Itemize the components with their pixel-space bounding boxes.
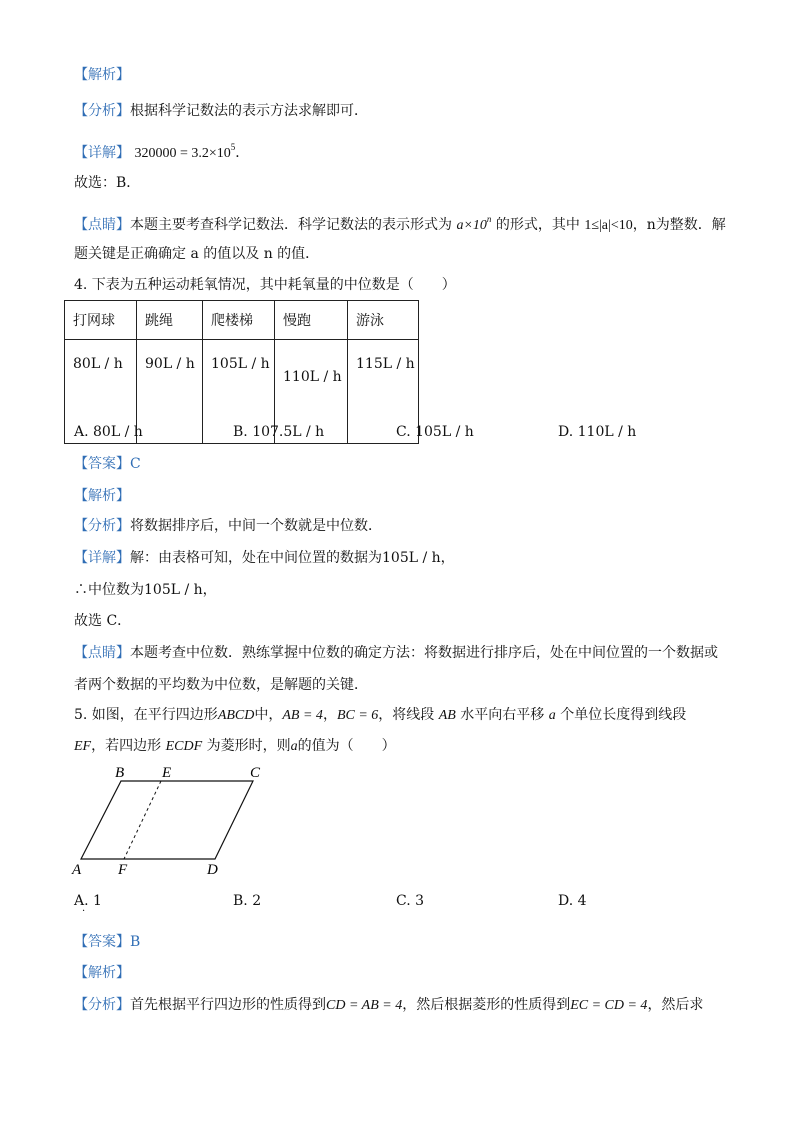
q5-ab: AB bbox=[438, 708, 456, 723]
label-b: B bbox=[115, 765, 125, 781]
q4-xiangjie-label: 【详解】 bbox=[74, 550, 130, 566]
q5-abcd: ABCD bbox=[217, 708, 255, 723]
q4-comment-line-2: 者两个数据的平均数为中位数，是解题的关键． bbox=[74, 677, 368, 693]
q4-comment-line-1 bbox=[74, 644, 718, 662]
q4-option-a[interactable]: A. 80L / h bbox=[74, 424, 143, 440]
comment-line-2: 题关键是正确确定 a 的值以及 n 的值． bbox=[74, 246, 320, 262]
table-header-cell: 游泳 bbox=[348, 301, 419, 340]
label-e: E bbox=[162, 765, 172, 781]
q4-option-c[interactable]: C. 105L / h bbox=[396, 424, 474, 440]
parallelogram-figure bbox=[60, 760, 280, 880]
q5-fenxi-a: 首先根据平行四边形的性质得到 bbox=[130, 997, 326, 1013]
q5-comma: ， bbox=[322, 707, 337, 723]
label-d: D bbox=[207, 862, 218, 878]
sci-notation-end: ． bbox=[235, 145, 250, 161]
stray-dot: · bbox=[82, 906, 86, 917]
q5-stem-line-2 bbox=[74, 737, 396, 756]
fenxi-text: 根据科学记数法的表示方法求解即可． bbox=[130, 103, 368, 119]
q4-dianjing-text: 本题考查中位数．熟练掌握中位数的确定方法：将数据进行排序后，处在中间位置的一个数据或 bbox=[130, 645, 718, 661]
q5-stem-c: ，将线段 bbox=[378, 707, 435, 723]
q5-analysis-line bbox=[74, 996, 703, 1015]
analysis-line-1 bbox=[74, 102, 368, 120]
dianjing-text-b: 的形式，其中 bbox=[495, 217, 580, 233]
q5-stem-h: 的值为（ ） bbox=[297, 738, 396, 754]
q5-stem-b: 中， bbox=[254, 707, 283, 723]
detail-line-1 bbox=[74, 138, 249, 163]
label-f: F bbox=[118, 862, 128, 878]
q4-dianjing-label: 【点睛】 bbox=[74, 645, 130, 661]
table-header-cell: 打网球 bbox=[65, 301, 137, 340]
q4-stem: 4. 下表为五种运动耗氧情况，其中耗氧量的中位数是（ ） bbox=[74, 277, 456, 293]
q5-stem-f: ，若四边形 bbox=[91, 738, 162, 754]
sci-notation-expr: 320000 = 3.2×10 bbox=[134, 146, 231, 161]
analysis-heading-1: 【解析】 bbox=[74, 67, 130, 83]
q5-a2: a bbox=[290, 739, 298, 754]
q5-stem-a: 5. 如图，在平行四边形 bbox=[74, 707, 218, 723]
fenxi-label: 【分析】 bbox=[74, 103, 130, 119]
q5-answer: 【答案】B bbox=[74, 934, 141, 950]
q4-answer: 【答案】C bbox=[74, 456, 141, 472]
table-header-cell: 跳绳 bbox=[137, 301, 203, 340]
q5-stem-g: 为菱形时，则 bbox=[206, 738, 291, 754]
choice-line-1: 故选：B． bbox=[74, 175, 141, 191]
dianjing-text-a: 本题主要考查科学记数法．科学记数法的表示形式为 bbox=[130, 217, 452, 233]
table-cell: 90L / h bbox=[137, 340, 203, 444]
q4-fenxi-text: 将数据排序后，中间一个数就是中位数． bbox=[130, 518, 382, 534]
table-cell: 110L / h bbox=[275, 340, 348, 444]
table-header-row bbox=[65, 301, 419, 340]
q4-xiangjie-text: 解：由表格可知，处在中间位置的数据为105L / h， bbox=[130, 550, 455, 566]
q4-therefore-line: ∴中位数为105L / h， bbox=[74, 582, 217, 598]
dianjing-form-exp: n bbox=[486, 214, 492, 224]
q4-option-d[interactable]: D. 110L / h bbox=[558, 424, 637, 440]
q4-choice-line: 故选 C． bbox=[74, 613, 132, 629]
q5-a: a bbox=[548, 708, 556, 723]
q5-ecdf: ECDF bbox=[165, 739, 203, 754]
dianjing-label: 【点睛】 bbox=[74, 217, 130, 233]
table-cell: 115L / h bbox=[348, 340, 419, 444]
q4-fenxi-label: 【分析】 bbox=[74, 518, 130, 534]
table-header-cell: 慢跑 bbox=[275, 301, 348, 340]
q5-option-c[interactable]: C. 3 bbox=[396, 893, 425, 909]
table-cell: 105L / h bbox=[203, 340, 275, 444]
parallelogram-abcd bbox=[81, 781, 253, 859]
xiangjie-label: 【详解】 bbox=[74, 145, 130, 161]
q5-fenxi-b: ，然后根据菱形的性质得到 bbox=[402, 997, 571, 1013]
dianjing-range: 1≤|a|<10 bbox=[584, 218, 633, 233]
q5-stem-e: 个单位长度得到线段 bbox=[560, 707, 687, 723]
table-cell: 80L / h bbox=[65, 340, 137, 444]
label-a: A bbox=[72, 862, 82, 878]
dianjing-text-c: ，n为整数．解 bbox=[632, 217, 726, 233]
q5-ab4: AB = 4 bbox=[282, 708, 323, 723]
q5-option-d[interactable]: D. 4 bbox=[558, 893, 587, 909]
q5-fenxi-label: 【分析】 bbox=[74, 997, 130, 1013]
q5-option-b[interactable]: B. 2 bbox=[233, 893, 262, 909]
q4-analysis-line bbox=[74, 517, 382, 535]
q5-fenxi-c: ，然后求 bbox=[647, 997, 704, 1013]
q4-detail-line bbox=[74, 549, 455, 567]
sci-notation-exp: 5 bbox=[230, 142, 236, 152]
q5-bc6: BC = 6 bbox=[336, 708, 379, 723]
comment-line-1 bbox=[74, 210, 726, 235]
q4-analysis-heading: 【解析】 bbox=[74, 488, 130, 504]
q4-option-b[interactable]: B. 107.5L / h bbox=[233, 424, 325, 440]
table-header-cell: 爬楼梯 bbox=[203, 301, 275, 340]
label-c: C bbox=[250, 765, 261, 781]
q5-cdab: CD = AB = 4 bbox=[326, 998, 403, 1013]
q5-eccd: EC = CD = 4 bbox=[570, 998, 648, 1013]
q5-ef: EF bbox=[74, 739, 92, 754]
q5-analysis-heading: 【解析】 bbox=[74, 965, 130, 981]
q5-stem-d: 水平向右平移 bbox=[460, 707, 545, 723]
oxygen-table bbox=[64, 300, 419, 444]
q5-stem-line-1 bbox=[74, 706, 686, 725]
q5-option-a[interactable]: A. 1 bbox=[74, 893, 102, 909]
dianjing-form: a×10 bbox=[456, 218, 487, 233]
segment-ef bbox=[124, 781, 161, 859]
